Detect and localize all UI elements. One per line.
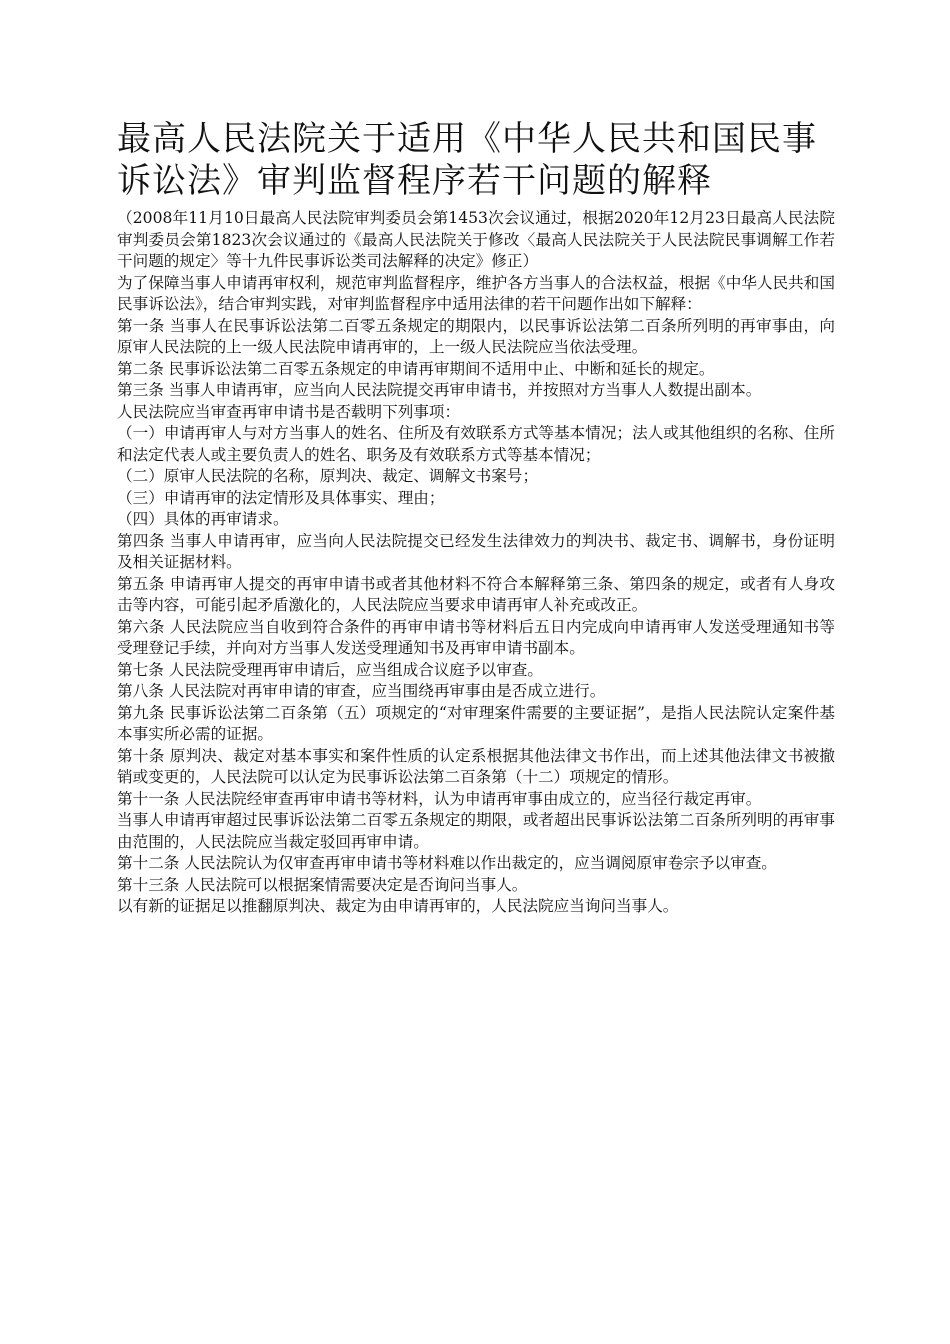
article-7: 第七条 人民法院受理再审申请后，应当组成合议庭予以审查。 — [117, 660, 543, 679]
document-title: 最高人民法院关于适用《中华人民共和国民事诉讼法》审判监督程序若干问题的解释 — [117, 119, 817, 201]
article-9: 第九条 民事诉讼法第二百条第（五）项规定的“对审理案件需要的主要证据”，是指人民法院认定案件基本事实所必需的证据。 — [117, 703, 835, 743]
article-3-lead: 人民法院应当审查再审申请书是否载明下列事项： — [117, 402, 461, 421]
article-3-item-1: （一）申请再审人与对方当事人的姓名、住所及有效联系方式等基本情况；法人或其他组织的名称、住所和法定代表人或主要负责人的姓名、职务及有效联系方式等基本情况； — [117, 424, 835, 464]
article-13: 第十三条 人民法院可以根据案情需要决定是否询问当事人。 — [117, 875, 528, 894]
article-13-para-2: 以有新的证据足以推翻原判决、裁定为由申请再审的，人民法院应当询问当事人。 — [117, 897, 679, 915]
article-3-item-2: （二）原审人民法院的名称，原判决、裁定、调解文书案号； — [117, 467, 539, 485]
preamble: 为了保障当事人申请再审权利，规范审判监督程序，维护各方当事人的合法权益，根据《中华人民共和国民事诉讼法》，结合审判实践，对审判监督程序中适用法律的若干问题作出如下解释： — [117, 273, 835, 313]
revision-note: （2008年11月10日最高人民法院审判委员会第1453次会议通过，根据2020年12月23日最高人民法院审判委员会第1823次会议通过的《最高人民法院关于修改〈最高人民法院关于人民法院民事调解工作若干问题的规定〉等十九件民事诉讼类司法解释的决定》修正） — [117, 209, 835, 270]
document-page — [117, 118, 835, 918]
article-11-para-2: 当事人申请再审超过民事诉讼法第二百零五条规定的期限，或者超出民事诉讼法第二百条所列明的再审事由范围的，人民法院应当裁定驳回再审申请。 — [117, 811, 835, 851]
article-4: 第四条 当事人申请再审，应当向人民法院提交已经发生法律效力的判决书、裁定书、调解书，身份证明及相关证据材料。 — [117, 531, 835, 571]
article-3-item-3: （三）申请再审的法定情形及具体事实、理由； — [117, 488, 445, 507]
article-10: 第十条 原判决、裁定对基本事实和案件性质的认定系根据其他法律文书作出，而上述其他法律文书被撤销或变更的，人民法院可以认定为民事诉讼法第二百条第（十二）项规定的情形。 — [117, 746, 835, 786]
article-1: 第一条 当事人在民事诉讼法第二百零五条规定的期限内，以民事诉讼法第二百条所列明的再审事由，向原审人民法院的上一级人民法院申请再审的，上一级人民法院应当依法受理。 — [117, 316, 835, 356]
article-8: 第八条 人民法院对再审申请的审查，应当围绕再审事由是否成立进行。 — [117, 682, 606, 700]
article-5: 第五条 申请再审人提交的再审申请书或者其他材料不符合本解释第三条、第四条的规定，或者有人身攻击等内容，可能引起矛盾激化的，人民法院应当要求申请再审人补充或改正。 — [117, 574, 835, 614]
article-11: 第十一条 人民法院经审查再审申请书等材料，认为申请再审事由成立的，应当径行裁定再审。 — [117, 789, 762, 808]
article-3: 第三条 当事人申请再审，应当向人民法院提交再审申请书，并按照对方当事人人数提出副本。 — [117, 381, 762, 399]
article-12: 第十二条 人民法院认为仅审查再审申请书等材料难以作出裁定的，应当调阅原审卷宗予以审查。 — [117, 854, 777, 872]
article-2: 第二条 民事诉讼法第二百零五条规定的申请再审期间不适用中止、中断和延长的规定。 — [117, 359, 715, 378]
article-3-item-4: （四）具体的再审请求。 — [117, 510, 289, 528]
article-6: 第六条 人民法院应当自收到符合条件的再审申请书等材料后五日内完成向申请再审人发送受理通知书等受理登记手续，并向对方当事人发送受理通知书及再审申请书副本。 — [117, 617, 835, 657]
